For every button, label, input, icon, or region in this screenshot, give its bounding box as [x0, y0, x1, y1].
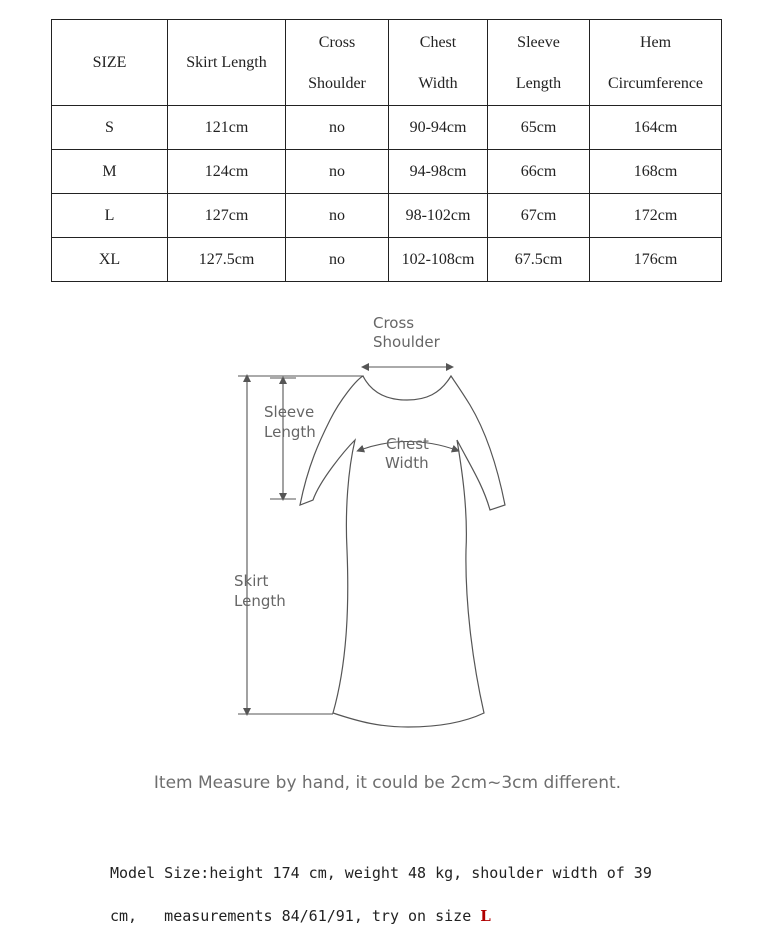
table-row: [52, 150, 722, 194]
cell-size: L: [52, 194, 168, 238]
size-chart-table: [51, 19, 722, 282]
cell-chest-width: 94-98cm: [389, 150, 488, 194]
cell-hem-circumference: 172cm: [590, 194, 722, 238]
header-sleeve-length: Sleeve Length: [488, 20, 590, 106]
cell-skirt-length: 124cm: [168, 150, 286, 194]
cell-skirt-length: 127.5cm: [168, 238, 286, 282]
header-skirt-length: Skirt Length: [168, 20, 286, 106]
dress-outline: [300, 376, 505, 727]
cell-size: S: [52, 106, 168, 150]
cell-chest-width: 102-108cm: [389, 238, 488, 282]
table-header-row: [52, 20, 722, 106]
chest-width-label-line1: Chest: [386, 435, 429, 453]
cell-size: M: [52, 150, 168, 194]
sleeve-length-label-line1: Sleeve: [264, 403, 315, 421]
model-try-size: L: [480, 907, 491, 925]
skirt-length-label-line1: Skirt: [234, 572, 269, 590]
table-row: [52, 238, 722, 282]
cell-skirt-length: 127cm: [168, 194, 286, 238]
cell-sleeve-length: 66cm: [488, 150, 590, 194]
cell-sleeve-length: 65cm: [488, 106, 590, 150]
cross-shoulder-label-line2: Shoulder: [373, 333, 440, 351]
sleeve-length-label-line2: Length: [264, 423, 316, 441]
cell-chest-width: 98-102cm: [389, 194, 488, 238]
cell-cross-shoulder: no: [286, 194, 389, 238]
chest-width-label-line2: Width: [385, 454, 429, 472]
cell-sleeve-length: 67.5cm: [488, 238, 590, 282]
model-size-line1: Model Size:height 174 cm, weight 48 kg, shoulder width of 39: [110, 864, 652, 882]
cross-shoulder-label-line1: Cross: [373, 314, 415, 332]
header-size: SIZE: [52, 20, 168, 106]
model-size-measurements: cm, measurements 84/61/91, try on size: [110, 907, 481, 925]
skirt-length-label-line2: Length: [234, 592, 286, 610]
dress-measurement-diagram: [0, 300, 775, 740]
cell-hem-circumference: 164cm: [590, 106, 722, 150]
cell-cross-shoulder: no: [286, 106, 389, 150]
cell-chest-width: 90-94cm: [389, 106, 488, 150]
header-cross-shoulder: Cross Shoulder: [286, 20, 389, 106]
model-size-line2: [110, 895, 710, 938]
cell-hem-circumference: 168cm: [590, 150, 722, 194]
table-row: [52, 106, 722, 150]
cell-hem-circumference: 176cm: [590, 238, 722, 282]
table-row: [52, 194, 722, 238]
measurement-note: Item Measure by hand, it could be 2cm~3cm different.: [153, 773, 622, 793]
cell-skirt-length: 121cm: [168, 106, 286, 150]
cell-cross-shoulder: no: [286, 238, 389, 282]
header-chest-width: Chest Width: [389, 20, 488, 106]
cell-sleeve-length: 67cm: [488, 194, 590, 238]
cell-cross-shoulder: no: [286, 150, 389, 194]
header-hem-circumference: Hem Circumference: [590, 20, 722, 106]
cell-size: XL: [52, 238, 168, 282]
model-size-info: [110, 852, 710, 938]
